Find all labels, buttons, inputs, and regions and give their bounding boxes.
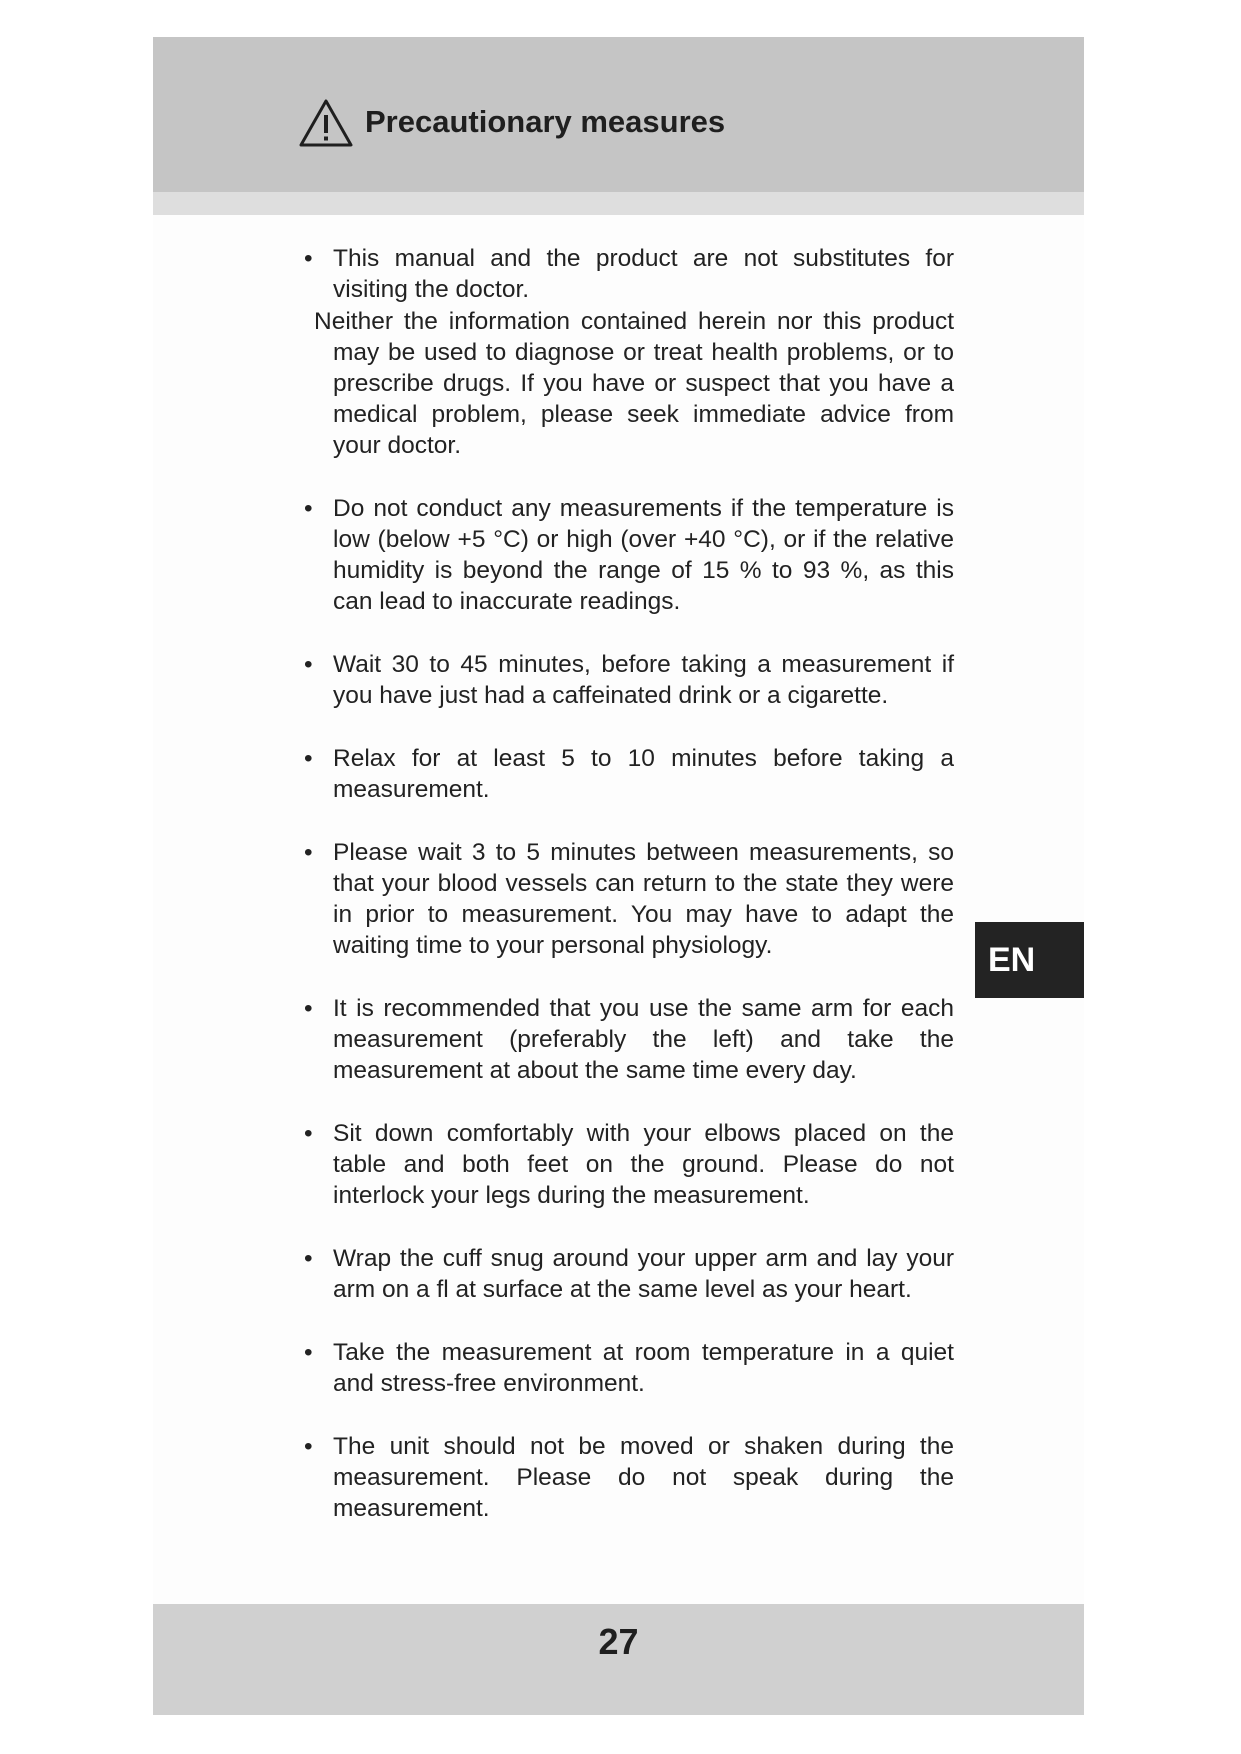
list-item [304, 1243, 954, 1305]
warning-triangle-icon [298, 98, 354, 148]
list-item [304, 1337, 954, 1399]
bullet: • [304, 651, 313, 678]
bullet: • [304, 1120, 313, 1147]
header-divider-strip [153, 192, 1084, 215]
list-item-text: Wrap the cuff snug around your upper arm and lay your arm on a fl at surface at the same level as your heart. [333, 1245, 954, 1303]
bullet: • [304, 839, 313, 866]
page-title: Precautionary measures [365, 104, 726, 139]
language-tab: EN [975, 922, 1084, 998]
list-item [304, 993, 954, 1086]
bullet: • [304, 995, 313, 1022]
list-item-text: Do not conduct any measurements if the temperature is low (below +5 °C) or high (over +40 °C), or if the relative humidity is beyond the range of 15 % to 93 %, as this can lead to inaccurate readings. [333, 495, 954, 615]
list-item-text: Take the measurement at room temperature in a quiet and stress-free environment. [333, 1339, 954, 1397]
list-item [304, 493, 954, 617]
list-item [304, 837, 954, 961]
bullet: • [304, 245, 313, 272]
page-number: 27 [598, 1621, 639, 1662]
precautions-list [304, 243, 954, 1556]
list-item [304, 243, 954, 305]
list-item [304, 743, 954, 805]
list-item-text: The unit should not be moved or shaken during the measurement. Please do not speak during the measurement. [333, 1433, 954, 1522]
list-item-text: Sit down comfortably with your elbows placed on the table and both feet on the ground. Please do not interlock your legs during the measurement. [333, 1120, 954, 1209]
bullet: • [304, 1245, 313, 1272]
list-item-text: Relax for at least 5 to 10 minutes before taking a measurement. [333, 745, 954, 803]
list-item [304, 1431, 954, 1524]
list-item-text: This manual and the product are not substitutes for visiting the doctor. [333, 245, 954, 303]
list-item [304, 1118, 954, 1211]
bullet: • [304, 1339, 313, 1366]
list-item-text: Please wait 3 to 5 minutes between measurements, so that your blood vessels can return to the state they were in prior to measurement. You may have to adapt the waiting time to your personal physiology. [333, 839, 954, 959]
bullet: • [304, 495, 313, 522]
medical-disclaimer-note: Neither the information contained herein nor this product may be used to diagnose or treat health problems, or to prescribe drugs. If you have or suspect that you have a medical problem, please seek immediate advice from your doctor. [314, 308, 954, 459]
bullet: • [304, 1433, 313, 1460]
list-item-text: It is recommended that you use the same arm for each measurement (preferably the left) and take the measurement at about the same time every day. [333, 995, 954, 1084]
list-item-text: Wait 30 to 45 minutes, before taking a measurement if you have just had a caffeinated drink or a cigarette. [333, 651, 954, 709]
list-item [304, 649, 954, 711]
bullet: • [304, 745, 313, 772]
